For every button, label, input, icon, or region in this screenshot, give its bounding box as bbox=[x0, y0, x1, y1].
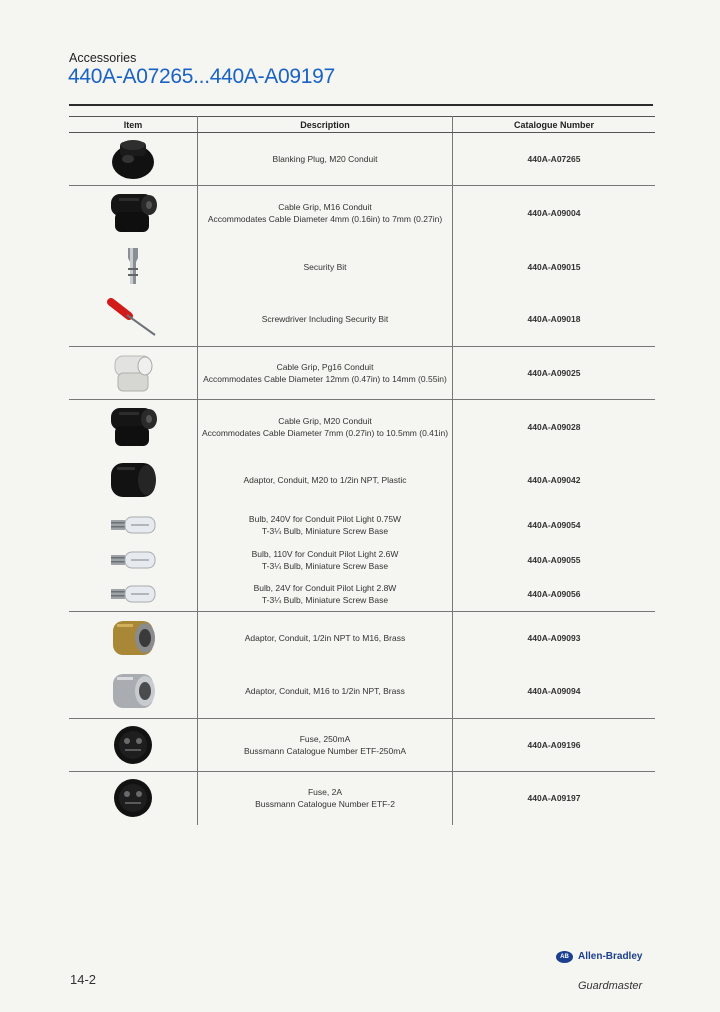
description-cell bbox=[198, 347, 453, 400]
security-bit-icon bbox=[118, 244, 148, 290]
catalogue-number: 440A-A09196 bbox=[453, 719, 656, 772]
catalogue-number: 440A-A07265 bbox=[453, 133, 656, 186]
item-cell bbox=[69, 241, 198, 293]
description-line-2: Accommodates Cable Diameter 4mm (0.16in) to 7mm (0.27in) bbox=[207, 214, 443, 225]
catalogue-number: 440A-A09028 bbox=[453, 400, 656, 454]
bulb-icon bbox=[103, 582, 163, 606]
table-row bbox=[69, 507, 655, 543]
column-header-item: Item bbox=[69, 117, 198, 133]
item-cell bbox=[69, 772, 198, 825]
description-line-1: Screwdriver Including Security Bit bbox=[261, 314, 389, 325]
description-cell bbox=[198, 772, 453, 825]
description-line-1: Cable Grip, Pg16 Conduit bbox=[276, 362, 374, 372]
catalogue-number: 440A-A09055 bbox=[527, 554, 581, 565]
description-line-2: T-3¼ Bulb, Miniature Screw Base bbox=[261, 594, 389, 605]
table-row bbox=[69, 612, 655, 665]
bulb-icon bbox=[103, 513, 163, 537]
item-cell bbox=[69, 719, 198, 772]
adaptor-nickel-icon bbox=[103, 668, 163, 714]
item-cell bbox=[69, 543, 198, 577]
product-line: Guardmaster bbox=[578, 980, 643, 992]
description-line-1: Cable Grip, M16 Conduit bbox=[278, 202, 372, 213]
description-cell bbox=[198, 241, 453, 293]
item-cell bbox=[69, 293, 198, 347]
description-cell bbox=[198, 612, 453, 665]
description-cell bbox=[198, 507, 453, 543]
title-rule bbox=[69, 104, 653, 106]
table-row bbox=[69, 400, 655, 454]
allen-bradley-badge-icon: AB bbox=[556, 951, 573, 963]
brand-name: Allen-Bradley bbox=[578, 951, 643, 962]
catalogue-number: 440A-A09018 bbox=[527, 314, 581, 325]
screwdriver-icon bbox=[103, 298, 163, 340]
page-title: 440A-A07265...440A-A09197 bbox=[68, 65, 335, 88]
description-line-1: Bulb, 240V for Conduit Pilot Light 0.75W bbox=[248, 513, 402, 524]
catalogue-number: 440A-A09025 bbox=[453, 347, 656, 400]
column-header-description: Description bbox=[198, 117, 453, 133]
description-line-1: Security Bit bbox=[303, 261, 347, 272]
blanking-plug-icon bbox=[103, 137, 163, 181]
description-cell bbox=[198, 454, 453, 507]
description-line-1: Fuse, 250mA bbox=[299, 734, 351, 744]
table-header-row bbox=[69, 117, 655, 133]
cable-grip-icon bbox=[103, 190, 163, 236]
table-row bbox=[69, 186, 655, 241]
table-row bbox=[69, 133, 655, 186]
adaptor-plastic-icon bbox=[103, 457, 163, 503]
bulb-icon bbox=[103, 548, 163, 572]
fuse-icon bbox=[103, 776, 163, 820]
section-label: Accessories bbox=[69, 51, 137, 65]
table-row bbox=[69, 293, 655, 347]
item-cell bbox=[69, 577, 198, 612]
catalogue-number: 440A-A09054 bbox=[527, 519, 581, 530]
description-line-2: T-3¼ Bulb, Miniature Screw Base bbox=[261, 560, 389, 571]
cable-grip-white-icon bbox=[103, 351, 163, 395]
description-line-1: Blanking Plug, M20 Conduit bbox=[272, 154, 378, 164]
catalogue-number: 440A-A09056 bbox=[527, 588, 581, 599]
description-line-1: Fuse, 2A bbox=[307, 787, 343, 798]
catalogue-number: 440A-A09015 bbox=[527, 261, 581, 272]
item-cell bbox=[69, 186, 198, 241]
description-line-1: Bulb, 110V for Conduit Pilot Light 2.6W bbox=[251, 548, 399, 559]
table-row bbox=[69, 454, 655, 507]
catalogue-number: 440A-A09197 bbox=[453, 772, 656, 825]
brand-logo bbox=[556, 949, 656, 999]
description-line-1: Adaptor, Conduit, M16 to 1/2in NPT, Brass bbox=[245, 686, 405, 697]
item-cell bbox=[69, 133, 198, 186]
table-row bbox=[69, 543, 655, 577]
table-row bbox=[69, 347, 655, 400]
description-line-2: Bussmann Catalogue Number ETF-250mA bbox=[243, 746, 407, 756]
description-cell bbox=[198, 400, 453, 454]
table-row bbox=[69, 241, 655, 293]
table-row bbox=[69, 665, 655, 719]
description-line-2: Accommodates Cable Diameter 7mm (0.27in) to 10.5mm (0.41in) bbox=[201, 427, 449, 438]
item-cell bbox=[69, 507, 198, 543]
description-cell bbox=[198, 665, 453, 719]
description-cell bbox=[198, 719, 453, 772]
catalogue-number: 440A-A09004 bbox=[453, 186, 656, 241]
description-line-1: Adaptor, Conduit, 1/2in NPT to M16, Brass bbox=[244, 633, 406, 644]
item-cell bbox=[69, 612, 198, 665]
column-header-catalogue-number: Catalogue Number bbox=[453, 117, 656, 133]
fuse-icon bbox=[103, 723, 163, 767]
description-line-1: Bulb, 24V for Conduit Pilot Light 2.8W bbox=[253, 582, 397, 593]
description-line-1: Adaptor, Conduit, M20 to 1/2in NPT, Plastic bbox=[243, 475, 407, 485]
description-cell bbox=[198, 133, 453, 186]
item-cell bbox=[69, 347, 198, 400]
item-cell bbox=[69, 400, 198, 454]
description-line-1: Cable Grip, M20 Conduit bbox=[278, 415, 372, 426]
description-cell bbox=[198, 543, 453, 577]
item-cell bbox=[69, 454, 198, 507]
cable-grip-icon bbox=[103, 404, 163, 450]
description-line-2: T-3¼ Bulb, Miniature Screw Base bbox=[261, 525, 389, 536]
adaptor-brass-icon bbox=[103, 615, 163, 661]
page-number: 14-2 bbox=[70, 972, 97, 987]
description-line-2: Bussmann Catalogue Number ETF-2 bbox=[255, 799, 395, 810]
catalogue-number: 440A-A09094 bbox=[527, 686, 581, 697]
table-row bbox=[69, 772, 655, 825]
description-cell bbox=[198, 577, 453, 612]
item-cell bbox=[69, 665, 198, 719]
table-row bbox=[69, 577, 655, 612]
description-line-2: Accommodates Cable Diameter 12mm (0.47in) to 14mm (0.55in) bbox=[203, 374, 447, 384]
table-row bbox=[69, 719, 655, 772]
catalogue-number: 440A-A09042 bbox=[527, 475, 581, 485]
accessories-table bbox=[69, 116, 655, 825]
catalogue-number: 440A-A09093 bbox=[453, 612, 656, 665]
description-cell bbox=[198, 293, 453, 347]
description-cell bbox=[198, 186, 453, 241]
